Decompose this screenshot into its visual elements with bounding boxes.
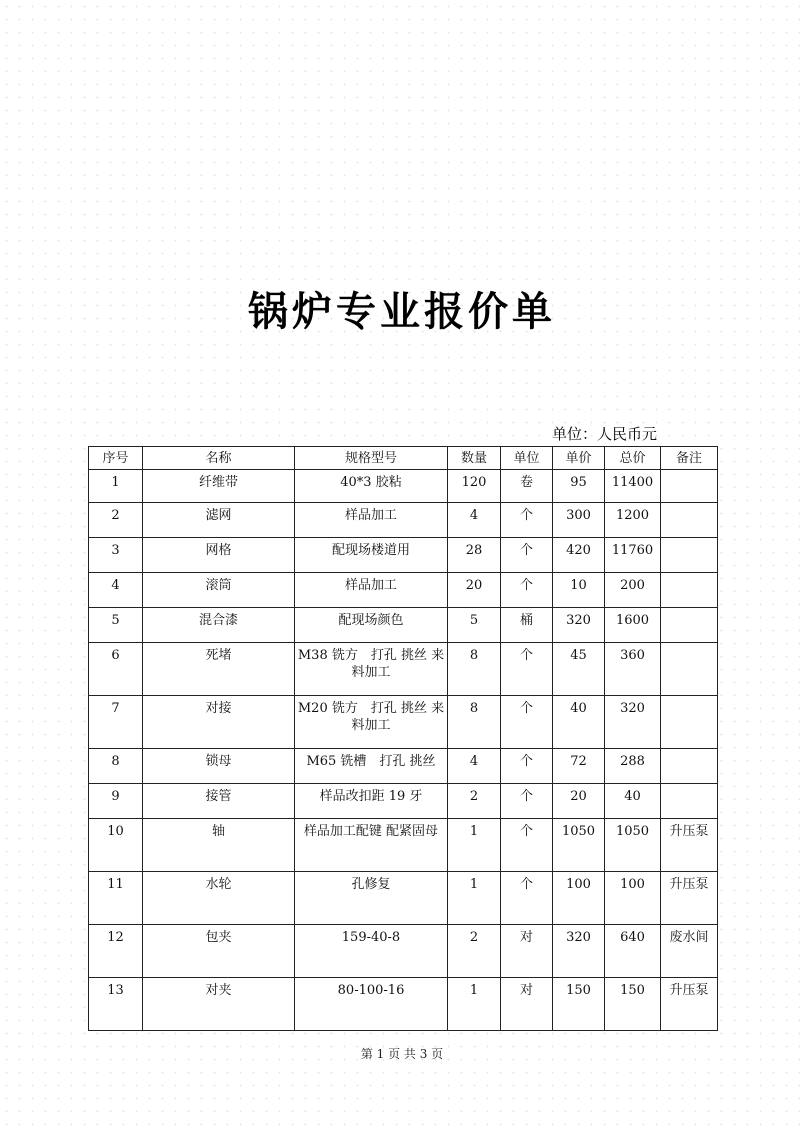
cell-unit: 个 bbox=[501, 819, 553, 872]
cell-spec: 配现场楼道用 bbox=[295, 538, 448, 573]
cell-qty: 8 bbox=[448, 643, 501, 696]
cell-price: 1050 bbox=[553, 819, 605, 872]
cell-unit: 个 bbox=[501, 538, 553, 573]
cell-qty: 28 bbox=[448, 538, 501, 573]
table-row bbox=[89, 819, 718, 872]
cell-qty: 4 bbox=[448, 503, 501, 538]
cell-unit: 对 bbox=[501, 925, 553, 978]
cell-note bbox=[661, 749, 718, 784]
cell-unit: 卷 bbox=[501, 470, 553, 503]
cell-total: 11760 bbox=[605, 538, 661, 573]
cell-price: 72 bbox=[553, 749, 605, 784]
cell-name: 锁母 bbox=[143, 749, 295, 784]
cell-unit: 桶 bbox=[501, 608, 553, 643]
header-note: 备注 bbox=[661, 447, 718, 470]
cell-qty: 2 bbox=[448, 925, 501, 978]
cell-name: 滚筒 bbox=[143, 573, 295, 608]
cell-no: 13 bbox=[89, 978, 143, 1031]
cell-name: 混合漆 bbox=[143, 608, 295, 643]
cell-price: 420 bbox=[553, 538, 605, 573]
cell-name: 纤维带 bbox=[143, 470, 295, 503]
cell-qty: 1 bbox=[448, 819, 501, 872]
cell-spec: M20 铣方 打孔 挑丝 来料加工 bbox=[295, 696, 448, 749]
cell-spec: M38 铣方 打孔 挑丝 来料加工 bbox=[295, 643, 448, 696]
cell-note: 升压泵 bbox=[661, 872, 718, 925]
cell-total: 1600 bbox=[605, 608, 661, 643]
header-total: 总价 bbox=[605, 447, 661, 470]
cell-total: 40 bbox=[605, 784, 661, 819]
cell-no: 5 bbox=[89, 608, 143, 643]
cell-price: 10 bbox=[553, 573, 605, 608]
cell-spec: 样品改扣距 19 牙 bbox=[295, 784, 448, 819]
table-header-row bbox=[89, 447, 718, 470]
cell-no: 4 bbox=[89, 573, 143, 608]
cell-price: 45 bbox=[553, 643, 605, 696]
cell-qty: 8 bbox=[448, 696, 501, 749]
cell-qty: 120 bbox=[448, 470, 501, 503]
cell-total: 640 bbox=[605, 925, 661, 978]
table-row bbox=[89, 573, 718, 608]
cell-unit: 对 bbox=[501, 978, 553, 1031]
currency-unit-label: 单位：人民币元 bbox=[552, 425, 658, 443]
cell-no: 2 bbox=[89, 503, 143, 538]
cell-unit: 个 bbox=[501, 643, 553, 696]
cell-total: 11400 bbox=[605, 470, 661, 503]
cell-no: 10 bbox=[89, 819, 143, 872]
cell-spec: 样品加工 bbox=[295, 573, 448, 608]
cell-name: 轴 bbox=[143, 819, 295, 872]
table-row bbox=[89, 784, 718, 819]
cell-name: 接管 bbox=[143, 784, 295, 819]
cell-spec: 样品加工 bbox=[295, 503, 448, 538]
cell-note bbox=[661, 696, 718, 749]
quotation-table bbox=[88, 446, 718, 1031]
cell-unit: 个 bbox=[501, 872, 553, 925]
cell-no: 11 bbox=[89, 872, 143, 925]
cell-name: 网格 bbox=[143, 538, 295, 573]
cell-total: 150 bbox=[605, 978, 661, 1031]
header-name: 名称 bbox=[143, 447, 295, 470]
cell-price: 95 bbox=[553, 470, 605, 503]
header-spec: 规格型号 bbox=[295, 447, 448, 470]
cell-unit: 个 bbox=[501, 573, 553, 608]
cell-price: 150 bbox=[553, 978, 605, 1031]
cell-total: 1200 bbox=[605, 503, 661, 538]
cell-no: 3 bbox=[89, 538, 143, 573]
cell-note bbox=[661, 470, 718, 503]
table-row bbox=[89, 978, 718, 1031]
cell-spec: 80-100-16 bbox=[295, 978, 448, 1031]
cell-note: 升压泵 bbox=[661, 819, 718, 872]
cell-unit: 个 bbox=[501, 784, 553, 819]
table-row bbox=[89, 872, 718, 925]
cell-total: 360 bbox=[605, 643, 661, 696]
page-title: 锅炉专业报价单 bbox=[248, 289, 556, 335]
cell-note bbox=[661, 608, 718, 643]
cell-spec: 样品加工配键 配紧固母 bbox=[295, 819, 448, 872]
cell-spec: 配现场颜色 bbox=[295, 608, 448, 643]
cell-name: 包夹 bbox=[143, 925, 295, 978]
cell-qty: 4 bbox=[448, 749, 501, 784]
cell-note bbox=[661, 573, 718, 608]
table-row bbox=[89, 749, 718, 784]
cell-price: 40 bbox=[553, 696, 605, 749]
cell-name: 水轮 bbox=[143, 872, 295, 925]
table-row bbox=[89, 538, 718, 573]
header-price: 单价 bbox=[553, 447, 605, 470]
cell-spec: 159-40-8 bbox=[295, 925, 448, 978]
cell-no: 12 bbox=[89, 925, 143, 978]
cell-price: 320 bbox=[553, 608, 605, 643]
cell-spec: M65 铣槽 打孔 挑丝 bbox=[295, 749, 448, 784]
cell-total: 100 bbox=[605, 872, 661, 925]
cell-name: 对夹 bbox=[143, 978, 295, 1031]
cell-price: 320 bbox=[553, 925, 605, 978]
header-qty: 数量 bbox=[448, 447, 501, 470]
cell-qty: 2 bbox=[448, 784, 501, 819]
cell-price: 100 bbox=[553, 872, 605, 925]
cell-note: 升压泵 bbox=[661, 978, 718, 1031]
cell-unit: 个 bbox=[501, 696, 553, 749]
table-row bbox=[89, 696, 718, 749]
cell-note bbox=[661, 784, 718, 819]
header-unit: 单位 bbox=[501, 447, 553, 470]
cell-qty: 1 bbox=[448, 872, 501, 925]
table-row bbox=[89, 925, 718, 978]
cell-no: 8 bbox=[89, 749, 143, 784]
cell-total: 320 bbox=[605, 696, 661, 749]
cell-name: 对接 bbox=[143, 696, 295, 749]
cell-note: 废水间 bbox=[661, 925, 718, 978]
page-number-footer: 第 1 页 共 3 页 bbox=[360, 1047, 444, 1061]
table-row bbox=[89, 608, 718, 643]
cell-qty: 20 bbox=[448, 573, 501, 608]
cell-spec: 孔修复 bbox=[295, 872, 448, 925]
table-row bbox=[89, 470, 718, 503]
cell-total: 200 bbox=[605, 573, 661, 608]
table-row bbox=[89, 503, 718, 538]
cell-total: 1050 bbox=[605, 819, 661, 872]
header-no: 序号 bbox=[89, 447, 143, 470]
cell-spec: 40*3 胶粘 bbox=[295, 470, 448, 503]
cell-no: 6 bbox=[89, 643, 143, 696]
cell-unit: 个 bbox=[501, 749, 553, 784]
cell-qty: 5 bbox=[448, 608, 501, 643]
cell-no: 7 bbox=[89, 696, 143, 749]
cell-price: 300 bbox=[553, 503, 605, 538]
cell-name: 死堵 bbox=[143, 643, 295, 696]
cell-name: 滤网 bbox=[143, 503, 295, 538]
cell-qty: 1 bbox=[448, 978, 501, 1031]
cell-note bbox=[661, 503, 718, 538]
cell-note bbox=[661, 643, 718, 696]
cell-unit: 个 bbox=[501, 503, 553, 538]
cell-price: 20 bbox=[553, 784, 605, 819]
cell-note bbox=[661, 538, 718, 573]
cell-total: 288 bbox=[605, 749, 661, 784]
table-row bbox=[89, 643, 718, 696]
cell-no: 9 bbox=[89, 784, 143, 819]
cell-no: 1 bbox=[89, 470, 143, 503]
